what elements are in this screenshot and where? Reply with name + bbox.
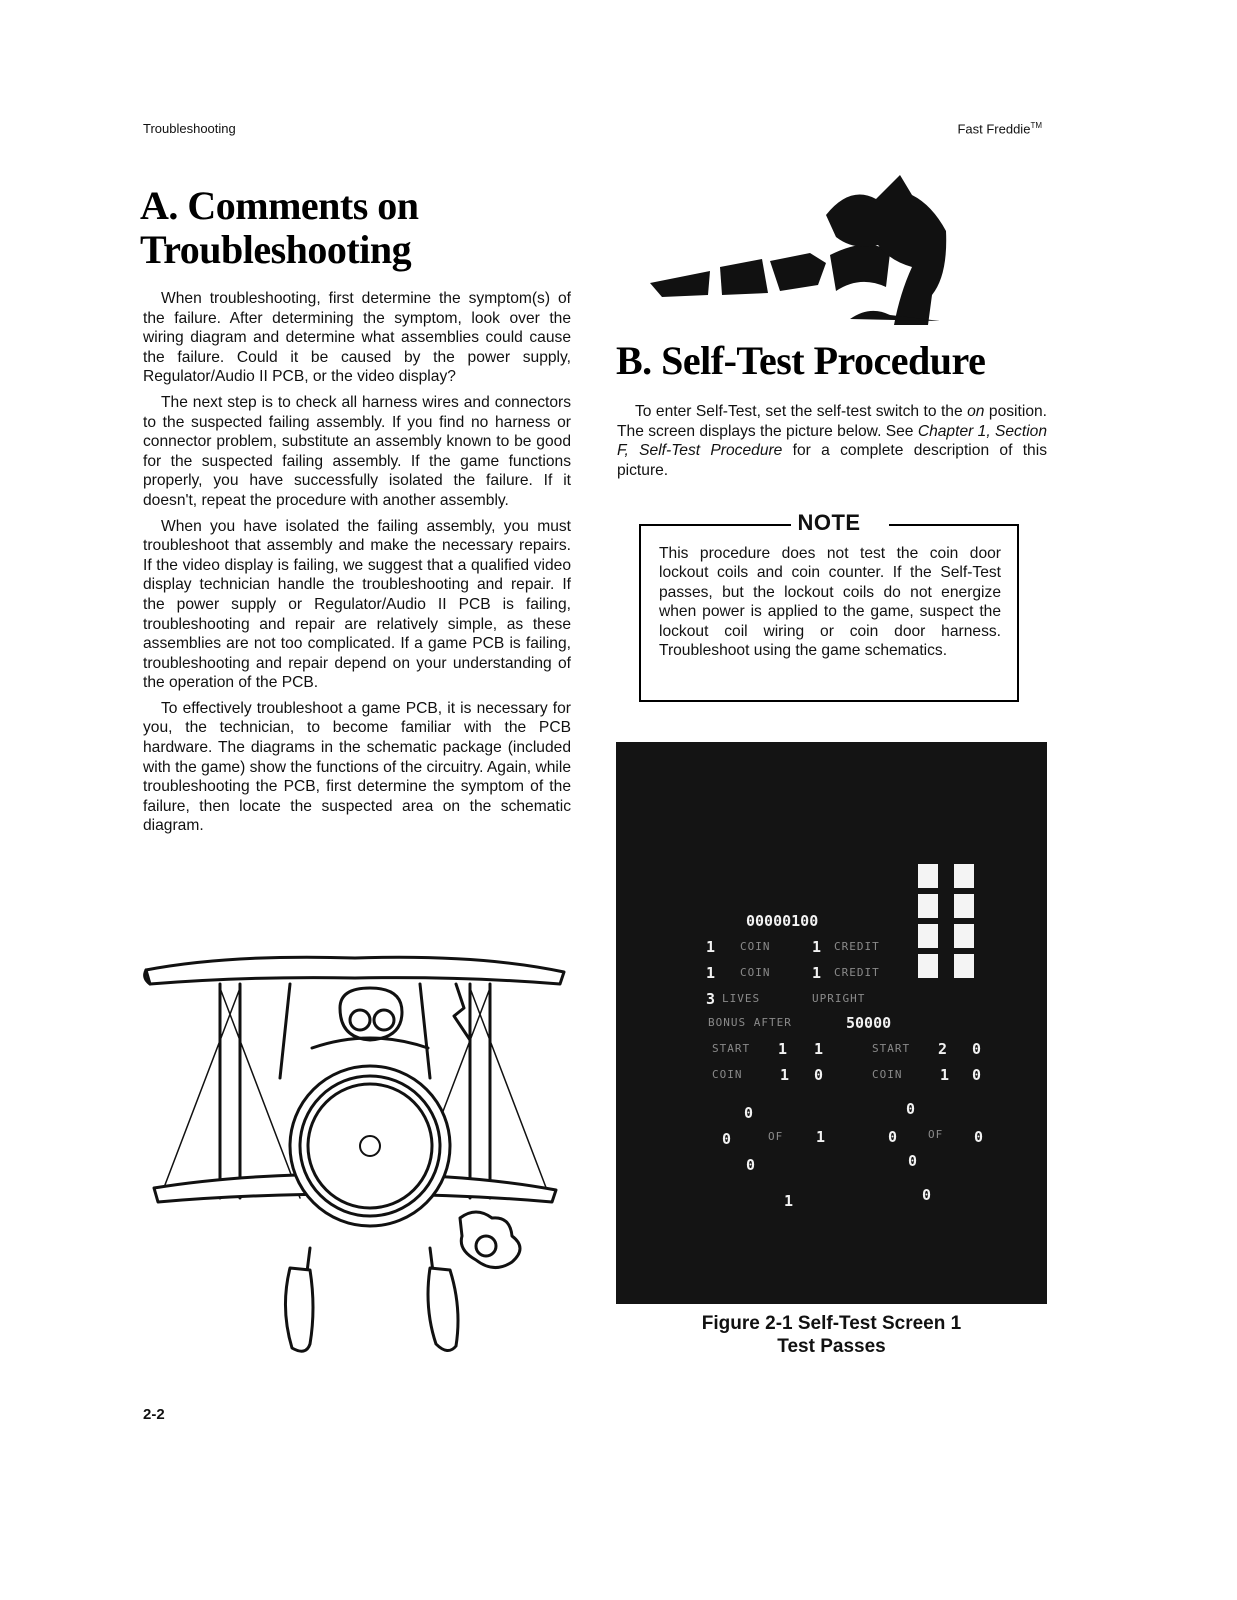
intro-text: position. The screen displays the picture below. See bbox=[617, 403, 1047, 440]
start-value: 0 bbox=[972, 1040, 982, 1058]
cabinet-label: UPRIGHT bbox=[812, 992, 866, 1005]
note-title: NOTE bbox=[797, 510, 861, 535]
palm-tree-illustration bbox=[650, 175, 950, 325]
test-value: 0 bbox=[722, 1130, 732, 1148]
biplane-illustration bbox=[140, 948, 570, 1360]
section-b-intro bbox=[617, 402, 1047, 480]
coin-label: COIN bbox=[872, 1068, 903, 1081]
credit-label: CREDIT bbox=[834, 966, 880, 979]
coin-value: 0 bbox=[972, 1066, 982, 1084]
intro-text: To enter Self-Test, set the self-test switch to the bbox=[635, 403, 968, 420]
bonus-value: 50000 bbox=[846, 1014, 892, 1032]
trademark-mark: TM bbox=[1030, 121, 1042, 130]
start-label: START bbox=[872, 1042, 911, 1055]
test-value: 0 bbox=[906, 1100, 916, 1118]
game-title: Fast Freddie bbox=[957, 121, 1031, 137]
test-block bbox=[954, 894, 974, 918]
coin-count: 1 bbox=[706, 964, 716, 982]
figure-caption-line: Test Passes bbox=[777, 1336, 886, 1357]
test-value: 1 bbox=[784, 1192, 794, 1210]
note-box bbox=[639, 510, 1019, 702]
running-header-left: Troubleshooting bbox=[143, 121, 236, 136]
coin-count: 1 bbox=[706, 938, 716, 956]
test-block bbox=[954, 924, 974, 948]
lives-label: LIVES bbox=[722, 992, 761, 1005]
coin-value: 1 bbox=[940, 1066, 950, 1084]
coin-value: 1 bbox=[780, 1066, 790, 1084]
coin-value: 0 bbox=[814, 1066, 824, 1084]
lives-count: 3 bbox=[706, 990, 716, 1008]
test-value: 0 bbox=[922, 1186, 932, 1204]
intro-reference: Chapter 1, Section F, Self-Test Procedure bbox=[617, 422, 1047, 460]
test-value: 0 bbox=[974, 1128, 984, 1146]
start-value: 1 bbox=[778, 1040, 788, 1058]
note-body: This procedure does not test the coin door lockout coils and coin counter. If the Self-Test passes, but the lockout coils do not energize when power is applied to the game, suspect the lockout coil wiring or coin door harness. Troubleshoot using the game schematics. bbox=[659, 545, 1001, 660]
intro-text: for a complete description of this picture. bbox=[617, 442, 1047, 479]
start-value: 1 bbox=[814, 1040, 824, 1058]
start-value: 2 bbox=[938, 1040, 948, 1058]
test-block bbox=[918, 924, 938, 948]
score: 00000100 bbox=[746, 912, 819, 930]
bonus-label: BONUS AFTER bbox=[708, 1016, 792, 1029]
test-block bbox=[954, 864, 974, 888]
coin-label: COIN bbox=[712, 1068, 743, 1081]
test-block bbox=[918, 864, 938, 888]
intro-paragraph bbox=[617, 402, 1047, 480]
test-value: 0 bbox=[744, 1104, 754, 1122]
of-label: OF bbox=[928, 1128, 944, 1141]
credit-count: 1 bbox=[812, 964, 822, 982]
paragraph: When you have isolated the failing assembly, you must troubleshoot that assembly and make the necessary repairs. If the video display is failing, we suggest that a qualified video display technician handle the troubleshooting and repair. If the power supply or Regulator/Audio II PCB is failing, troubleshooting and repair are relatively simple, as these assemblies are not too complicated. If a game PCB is failing, troubleshooting and repair depend on your understanding of the operation of the PCB. bbox=[143, 517, 571, 692]
intro-emphasis: on bbox=[967, 403, 985, 420]
test-block bbox=[918, 894, 938, 918]
running-header-right bbox=[957, 121, 1042, 136]
test-value: 0 bbox=[888, 1128, 898, 1146]
test-block bbox=[918, 954, 938, 978]
self-test-screen bbox=[616, 742, 1047, 1304]
credit-label: CREDIT bbox=[834, 940, 880, 953]
test-value: 0 bbox=[746, 1156, 756, 1174]
paragraph: The next step is to check all harness wires and connectors to the suspected failing assembly. If you find no harness or connector problem, substitute an assembly known to be good for the suspected failing assembly. If the game functions properly, you have successfully isolated the failure. If it doesn't, repeat the procedure with another assembly. bbox=[143, 393, 571, 509]
coin-label: COIN bbox=[740, 940, 771, 953]
paragraph: When troubleshooting, first determine the symptom(s) of the failure. After determining the symptom, look over the wiring diagram and determine what assemblies could cause the failure. Could it be caused by the power supply, Regulator/Audio II PCB, or the video display? bbox=[143, 290, 571, 386]
credit-count: 1 bbox=[812, 938, 822, 956]
test-value: 1 bbox=[816, 1128, 826, 1146]
section-a-body bbox=[143, 289, 571, 842]
figure-caption bbox=[616, 1312, 1047, 1358]
start-label: START bbox=[712, 1042, 751, 1055]
figure-caption-line: Figure 2-1 Self-Test Screen 1 bbox=[701, 1313, 962, 1334]
test-value: 0 bbox=[908, 1152, 918, 1170]
section-a-title: A. Comments on Troubleshooting bbox=[140, 183, 419, 272]
section-b-title: B. Self-Test Procedure bbox=[616, 338, 986, 383]
of-label: OF bbox=[768, 1130, 784, 1143]
page-number: 2-2 bbox=[143, 1406, 165, 1423]
paragraph: To effectively troubleshoot a game PCB, it is necessary for you, the technician, to become familiar with the PCB hardware. The diagrams in the schematic package (included with the game) show the functions of the circuitry. Again, while troubleshooting the PCB, first determine the symptom of the failure, then locate the suspected area on the schematic diagram. bbox=[143, 699, 571, 835]
test-block bbox=[954, 954, 974, 978]
coin-label: COIN bbox=[740, 966, 771, 979]
